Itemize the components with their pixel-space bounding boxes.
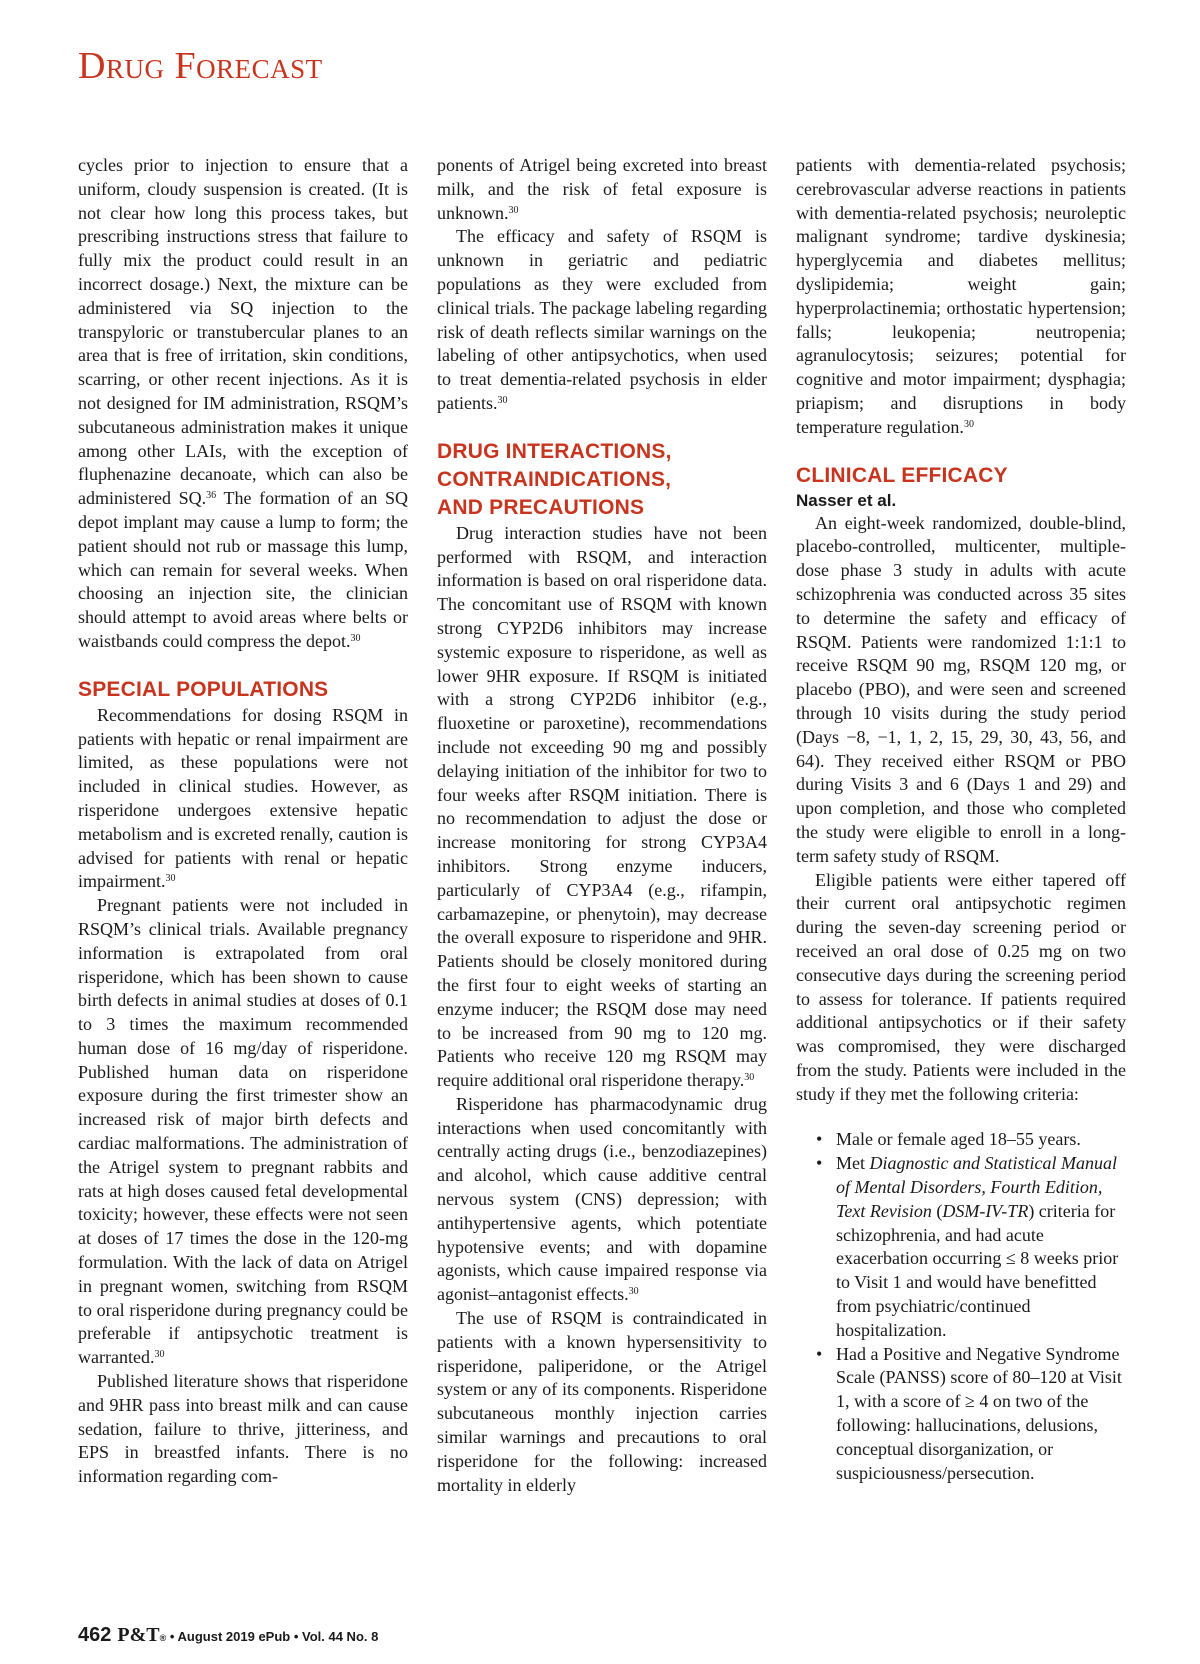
heading-special-populations: SPECIAL POPULATIONS [78, 677, 329, 701]
paragraph: cycles prior to injection to ensure that a uniform, cloudy suspension is created. (It is not clear how long this process takes, but prescribing instructions stress that failure to fully mix the product could result in an incorrect dosage.) Next, the mixture can be administered via SQ injection to the transpyloric or transtubercular planes to an area that is free of irritation, skin conditions, scarring, or other recent injections. As it is not designed for IM administration, RSQM’s subcutaneous administration makes it unique among other LAIs, with the exception of fluphenazine decanoate, which can also be administered SQ.$^{36}$ The formation of an SQ depot implant may cause a lump to form; the patient should not rub or massage this lump, which can remain for several weeks. When choosing an injection site, the clinician should attempt to avoid areas where belts or waistbands could compress the depot.$^{30}$ [78, 155, 409, 651]
paragraph: Published literature shows that risperidone and 9HR pass into breast milk and can cause sedation, failure to thrive, jitteriness, and EPS in breastfed infants. There is no information regarding com- [78, 1371, 408, 1487]
reference-mark: 30 [154, 1349, 165, 1361]
list-item: • Had a Positive and Negative Syndrome Scale (PANSS) score of 80–120 at Visit 1, with a score of ≥ 4 on two of the following: hallucinations, delusions, conceptual disorganization, or suspiciousness/persecution. [836, 1343, 1126, 1486]
text-column-3 [796, 154, 1126, 1485]
heading-drug-interactions: DRUG INTERACTIONS, CONTRAINDICATIONS, AND PRECAUTIONS [437, 439, 672, 519]
inclusion-criteria-list [796, 1128, 1126, 1485]
paragraph: Recommendations for dosing RSQM in patients with hepatic or renal impairment are limited, as these populations were not included in clinical studies. However, as risperidone undergoes extensive hepatic metabolism and is excreted renally, caution is advised for patients with renal or hepatic impairment.$^{30}$ [78, 704, 408, 892]
paragraph: Eligible patients were either tapered off their current oral antipsychotic regimen during the seven-day screening period or received an oral dose of 0.25 mg on two consecutive days during the screening period to assess for tolerance. If patients required additional antipsychotics or if their safety was compromised, they were discharged from the study. Patients were included in the study if they met the following criteria: [796, 869, 1126, 1104]
paragraph: The use of RSQM is contraindicated in patients with a known hypersensitivity to risperidone, paliperidone, or the Atrigel system or any of its components. Risperidone subcutaneous monthly injection carries similar warnings and precautions to oral risperidone for the following: increased mortality in elderly [437, 1308, 767, 1495]
issue-info: • August 2019 ePub • Vol. 44 No. 8 [166, 1629, 379, 1644]
paragraph: Pregnant patients were not included in RSQM’s clinical trials. Available pregnancy information is extrapolated from oral risperidone, which has been shown to cause birth defects in animal studies at doses of 0.1 to 3 times the maximum recommended human dose of 16 mg/day of risperidone. Published human data on risperidone exposure during the first trimester show an increased risk of major birth defects and cardiac malformations. The administration of the Atrigel system to pregnant rabbits and rats at high doses caused fetal developmental toxicity; however, these effects were not seen at doses of 17 times the dose in the 120-mg formulation. With the lack of data on Atrigel in pregnant women, switching from RSQM to oral risperidone during pregnancy could be preferable if antipsychotic treatment is warranted.$^{30}$ [78, 895, 408, 1368]
section-title: Drug Forecast [78, 45, 323, 87]
reference-mark: 36 [206, 490, 217, 502]
paragraph: The efficacy and safety of RSQM is unknown in geriatric and pediatric populations as they were excluded from clinical trials. The package labeling regarding risk of death reflects similar warnings on the labeling of other antipsychotics, when used to treat dementia-related psychosis in elder patients.$^{30}$ [437, 226, 767, 413]
reference-mark: 30 [165, 873, 176, 885]
text-column-1 [78, 154, 408, 1489]
journal-name: P&T [117, 1624, 160, 1646]
paragraph: ponents of Atrigel being excreted into breast milk, and the risk of fetal exposure is unknown.$^{30}$ [437, 155, 767, 223]
paragraph: Risperidone has pharmacodynamic drug interactions when used concomitantly with centrally acting drugs (i.e., benzodiazepines) and alcohol, which cause additive central nervous system (CNS) depression; with antihypertensive agents, which potentiate hypotensive events; and with dopamine agonists, which cause impaired response via agonist–antagonist effects.$^{30}$ [437, 1093, 767, 1305]
paragraph: Drug interaction studies have not been performed with RSQM, and interaction information is based on oral risperidone data. The concomitant use of RSQM with known strong CYP2D6 inhibitors may increase systemic exposure to risperidone, as well as lower 9HR exposure. If RSQM is initiated with a strong CYP2D6 inhibitor (e.g., fluoxetine or paroxetine), recommendations include not exceeding 90 mg and possibly delaying initiation of the inhibitor for two to four weeks after RSQM initiation. There is no recommendation to adjust the dose or increase monitoring for strong CYP3A4 inhibitors. Strong enzyme inducers, particularly of CYP3A4 (e.g., rifampin, carbamazepine, or phenytoin), may decrease the overall exposure to risperidone and 9HR. Patients should be closely monitored during the first four to eight weeks of starting an enzyme inducer; the RSQM dose may need to be increased from 90 mg to 120 mg. Patients who receive 120 mg RSQM may require additional oral risperidone therapy.$^{30}$ [437, 522, 767, 1091]
heading-clinical-efficacy: CLINICAL EFFICACY [796, 463, 1008, 487]
list-item: • Male or female aged 18–55 years. [836, 1128, 1126, 1152]
paragraph: patients with dementia-related psychosis; cerebrovascular adverse reactions in patients with dementia-related psychosis; neuroleptic malignant syndrome; tardive dyskinesia; hyperglycemia and diabetes mellitus; dyslipidemia; weight gain; hyperprolactinemia; orthostatic hypertension; falls; leukopenia; neutropenia; agranulocytosis; seizures; potential for cognitive and motor impairment; dysphagia; priapism; and disruptions in body temperature regulation.$^{30}$ [796, 155, 1126, 437]
paragraph: An eight-week randomized, double-blind, placebo-controlled, multicenter, multiple-dose phase 3 study in adults with acute schizophrenia was conducted across 35 sites to determine the safety and efficacy of RSQM. Patients were randomized 1:1:1 to receive RSQM 90 mg, RSQM 120 mg, or placebo (PBO), and were seen and screened through 10 visits during the study period (Days −8, −1, 1, 2, 15, 29, 30, 43, 56, and 64). They received either RSQM or PBO during Visits 3 and 6 (Days 1 and 29) and upon completion, and those who completed the study were eligible to enroll in a long-term safety study of RSQM. [796, 512, 1126, 866]
list-item: • Met Diagnostic and Statistical Manual of Mental Disorders, Fourth Edition, Text Revision (DSM-IV-TR) criteria for schizophrenia, and had acute exacerbation occurring ≤ 8 weeks prior to Visit 1 and would have benefitted from psychiatric/continued hospitalization. [836, 1152, 1126, 1342]
reference-mark: 30 [963, 418, 974, 430]
page-number: 462 [78, 1624, 112, 1646]
reference-mark: 30 [744, 1072, 755, 1084]
page-footer [78, 1624, 378, 1647]
reference-mark: 30 [628, 1286, 639, 1298]
reference-mark: 30 [497, 394, 508, 406]
subheading-nasser: Nasser et al. [796, 490, 897, 510]
reference-mark: 30 [350, 632, 361, 644]
text-column-2 [437, 154, 767, 1497]
reference-mark: 30 [508, 204, 519, 216]
registered-mark: ® [159, 1633, 167, 1643]
